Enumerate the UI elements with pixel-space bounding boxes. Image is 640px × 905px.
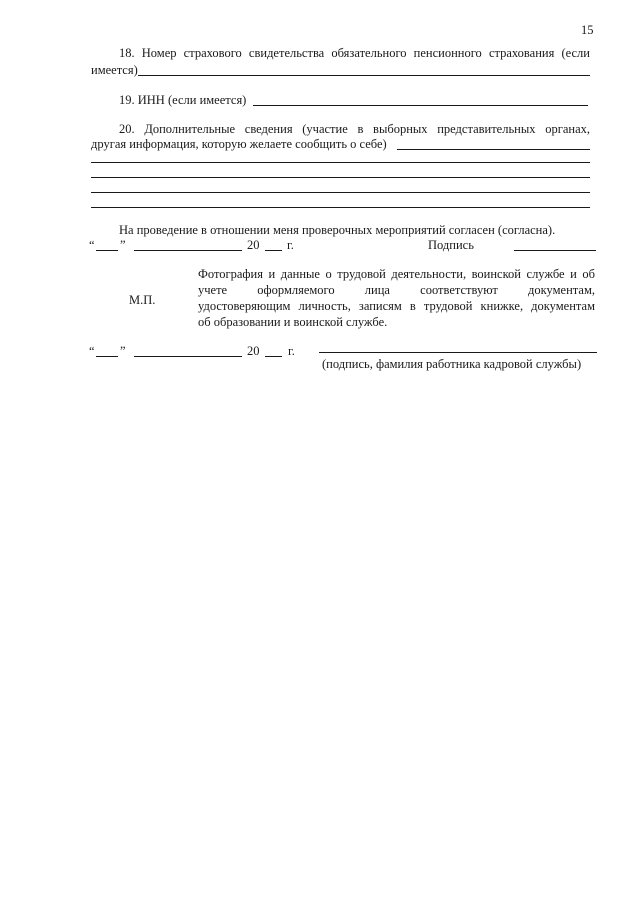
item18-text-line2: имеется)	[91, 63, 138, 77]
item20-fill-line-4	[91, 192, 590, 193]
item19-label: 19. ИНН (если имеется)	[119, 93, 247, 107]
item20-fill-line-5	[91, 207, 590, 208]
hr-signature-caption: (подпись, фамилия работника кадровой службы)	[322, 357, 582, 371]
hr-date-month-line	[134, 356, 242, 357]
item19-fill-line	[253, 105, 588, 106]
hr-date-year-prefix: 20	[247, 344, 260, 358]
item20-fill-line-3	[91, 177, 590, 178]
hr-date-day-line	[96, 356, 118, 357]
hr-date-year-line	[265, 356, 282, 357]
hr-signature-line	[319, 352, 597, 353]
item20-text-line1: 20. Дополнительные сведения (участие в выборных представительных органах,	[119, 122, 590, 136]
stamp-text-line2: учете оформляемого лица соответствуют документам,	[198, 283, 595, 297]
consent-text: На проведение в отношении меня проверочных мероприятий согласен (согласна).	[119, 223, 556, 237]
stamp-text-line1: Фотография и данные о трудовой деятельности, воинской службе и об	[198, 267, 595, 281]
stamp-text-line4: об образовании и воинской службе.	[198, 315, 388, 329]
consent-date-year-prefix: 20	[247, 238, 260, 252]
consent-date-year-suffix: г.	[287, 238, 294, 252]
hr-date-open-quote: “	[89, 344, 95, 358]
consent-date-open-quote: “	[89, 238, 95, 252]
consent-signature-label: Подпись	[428, 238, 474, 252]
hr-date-close-quote: ”	[120, 344, 126, 358]
item18-text-line1: 18. Номер страхового свидетельства обязательного пенсионного страхования (если	[119, 46, 590, 60]
item20-fill-line-1	[397, 149, 590, 150]
item18-fill-line	[138, 75, 590, 76]
consent-date-month-line	[134, 250, 242, 251]
item20-fill-line-2	[91, 162, 590, 163]
hr-date-year-suffix: г.	[288, 344, 295, 358]
consent-date-close-quote: ”	[120, 238, 126, 252]
consent-date-day-line	[96, 250, 118, 251]
stamp-text-line3: удостоверяющим личность, записям в трудовой книжке, документам	[198, 299, 595, 313]
item20-text-line2: другая информация, которую желаете сообщить о себе)	[91, 137, 387, 151]
consent-signature-line	[514, 250, 596, 251]
stamp-label: М.П.	[129, 293, 156, 307]
page-number: 15	[581, 23, 594, 37]
consent-date-year-line	[265, 250, 282, 251]
